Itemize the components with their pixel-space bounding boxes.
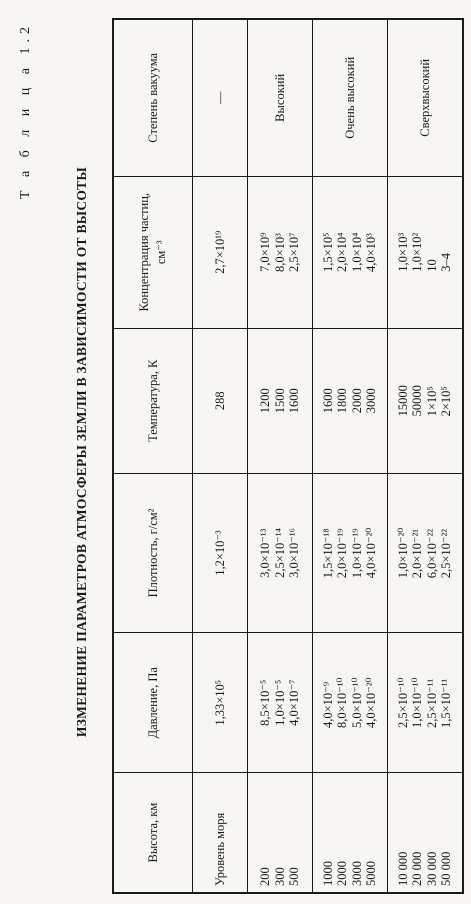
altitude-value: 300	[272, 867, 287, 886]
table-title: ИЗМЕНЕНИЕ ПАРАМЕТРОВ АТМОСФЕРЫ ЗЕМЛИ В ЗАВИСИМОСТИ ОТ ВЫСОТЫ	[74, 166, 89, 738]
concentration-value: 10	[424, 259, 439, 272]
temperature-value: 1800	[335, 388, 350, 414]
altitude-value: 20 000	[410, 851, 425, 886]
altitude-value: 5000	[364, 861, 379, 886]
header-row	[113, 19, 193, 893]
altitude-value: 2000	[335, 861, 350, 886]
concentration-value: 3–4	[439, 252, 454, 272]
group-concentration-cell	[388, 176, 464, 328]
temperature-value: 1200	[258, 388, 272, 414]
altitude-value: 200	[258, 867, 272, 886]
group-density-cell	[388, 473, 464, 633]
sea-level-concentration: 2,7×10¹⁹	[193, 176, 248, 328]
sea-level-density: 1,2×10⁻³	[193, 473, 248, 633]
header-altitude: Высота, км	[113, 773, 193, 893]
altitude-value: 10 000	[395, 851, 410, 886]
temperature-value: 1500	[272, 388, 287, 414]
density-value: 2,5×10⁻¹⁴	[272, 528, 287, 578]
pressure-value: 1,0×10⁻¹⁰	[410, 677, 425, 728]
header-concentration: Концентрация частиц, см⁻³	[113, 176, 193, 328]
group-concentration-cell	[313, 176, 388, 328]
group-density-cell	[313, 473, 388, 633]
density-value: 1,0×10⁻²⁰	[395, 527, 410, 579]
header-density: Плотность, г/см²	[113, 473, 193, 633]
temperature-value: 2000	[349, 388, 364, 414]
temperature-value: 15000	[395, 385, 410, 417]
concentration-value: 1,5×10⁵	[320, 232, 335, 273]
group-temperature-cell	[248, 328, 313, 473]
sea-level-pressure: 1,33×10⁵	[193, 633, 248, 773]
concentration-value: 1,0×10²	[410, 232, 425, 272]
table-number: Т а б л и ц а 1.2	[18, 22, 33, 200]
concentration-value: 2,5×10⁷	[287, 232, 301, 273]
pressure-value: 4,0×10⁻²⁰	[364, 677, 379, 728]
density-value: 2,0×10⁻¹⁹	[335, 528, 350, 579]
temperature-value: 1×10⁵	[424, 386, 439, 417]
density-value: 1,5×10⁻¹⁸	[320, 528, 335, 579]
pressure-value: 4,0×10⁻⁷	[287, 679, 301, 726]
sea-level-altitude: Уровень моря	[193, 773, 248, 893]
group-pressure-cell	[313, 633, 388, 773]
altitude-value: 3000	[349, 861, 364, 886]
temperature-value: 1600	[320, 388, 335, 414]
altitude-value: 1000	[320, 861, 335, 886]
pressure-value: 4,0×10⁻⁹	[320, 681, 335, 728]
atmosphere-parameters-table	[112, 18, 464, 894]
concentration-value: 4,0×10³	[364, 233, 379, 273]
table-row-sea-level	[193, 19, 248, 893]
concentration-value: 8,0×10³	[272, 233, 287, 273]
vacuum-degree-very-high: Очень высокий	[313, 19, 388, 176]
group-altitude-cell	[313, 773, 388, 893]
table-row-group-very-high	[313, 19, 388, 893]
group-altitude-cell	[248, 773, 313, 893]
group-temperature-cell	[313, 328, 388, 473]
altitude-value: 500	[287, 867, 301, 886]
concentration-value: 7,0×10⁹	[258, 232, 272, 273]
temperature-value: 2×10⁵	[439, 386, 454, 417]
concentration-value: 1,0×10³	[395, 232, 410, 272]
group-density-cell	[248, 473, 313, 633]
density-value: 3,0×10⁻¹³	[258, 528, 272, 578]
group-pressure-cell	[388, 633, 464, 773]
pressure-value: 8,5×10⁻⁵	[258, 679, 272, 726]
pressure-value: 5,0×10⁻¹⁰	[349, 677, 364, 728]
pressure-value: 1,0×10⁻⁵	[272, 679, 287, 726]
vacuum-degree-ultra-high: Сверхвысокий	[388, 19, 464, 176]
pressure-value: 2,5×10⁻¹⁰	[395, 677, 410, 728]
altitude-value: 30 000	[424, 851, 439, 886]
concentration-value: 1,0×10⁴	[349, 232, 364, 273]
density-value: 6,0×10⁻²²	[424, 528, 439, 579]
density-value: 4,0×10⁻²⁰	[364, 527, 379, 579]
vacuum-degree-high: Высокий	[248, 19, 313, 176]
sea-level-temperature: 288	[193, 328, 248, 473]
pressure-value: 2,5×10⁻¹¹	[424, 678, 439, 728]
header-pressure: Давление, Па	[113, 633, 193, 773]
header-vacuum: Степень вакуума	[113, 19, 193, 176]
concentration-value: 2,0×10⁴	[335, 232, 350, 273]
altitude-value: 50 000	[439, 851, 454, 886]
density-value: 3,0×10⁻¹⁶	[287, 528, 301, 578]
density-value: 2,5×10⁻²²	[439, 528, 454, 579]
temperature-value: 1600	[287, 388, 301, 414]
pressure-value: 8,0×10⁻¹⁰	[335, 677, 350, 728]
group-temperature-cell	[388, 328, 464, 473]
table-row-group-high	[248, 19, 313, 893]
temperature-value: 50000	[410, 385, 425, 417]
pressure-value: 1,5×10⁻¹¹	[439, 678, 454, 728]
density-value: 2,0×10⁻²¹	[410, 528, 425, 579]
density-value: 1,0×10⁻¹⁹	[349, 528, 364, 579]
group-concentration-cell	[248, 176, 313, 328]
group-altitude-cell	[388, 773, 464, 893]
header-temperature: Температура, К	[113, 328, 193, 473]
sea-level-vacuum: —	[193, 19, 248, 176]
table-row-group-ultra-high	[388, 19, 464, 893]
group-pressure-cell	[248, 633, 313, 773]
temperature-value: 3000	[364, 388, 379, 414]
